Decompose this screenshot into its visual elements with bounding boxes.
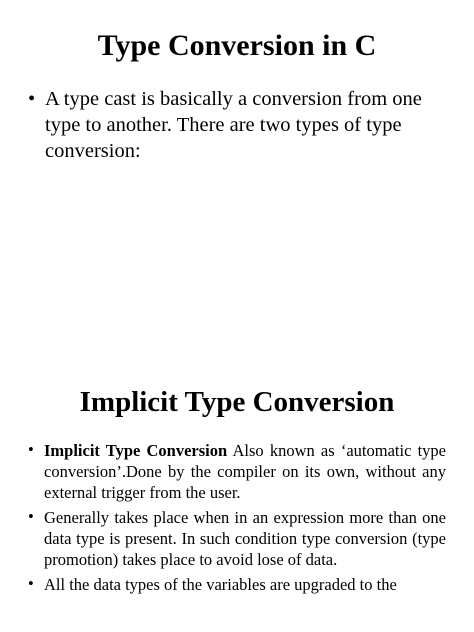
bullet-icon: •: [28, 507, 34, 526]
bullet-item: [28, 574, 446, 595]
bullet-icon: •: [28, 440, 34, 459]
slide-implicit-conversion: [0, 316, 474, 632]
bullet-list: [28, 86, 448, 164]
bullet-text: A type cast is basically a conversion from one type to another. There are two types of type conversion:: [45, 88, 422, 162]
bullet-item: [28, 440, 446, 503]
bullet-item: [28, 86, 448, 164]
bullet-text: All the data types of the variables are upgraded to the: [44, 575, 397, 594]
slide-title: Implicit Type Conversion: [79, 386, 395, 418]
bullet-text: Also known as ‘automatic type conversion’.Done by the compiler on its own, without any external trigger from the user.: [44, 441, 446, 502]
bullet-icon: •: [28, 88, 36, 110]
bullet-item: [28, 507, 446, 570]
slide-title: Type Conversion in C: [97, 29, 377, 62]
bullet-text: Generally takes place when in an expression more than one data type is present. In such condition type conversion (type promotion) takes place to avoid lose of data.: [44, 508, 446, 569]
bullet-list: [28, 440, 446, 599]
bullet-lead-term: Implicit Type Conversion: [44, 441, 228, 460]
bullet-icon: •: [28, 574, 34, 593]
